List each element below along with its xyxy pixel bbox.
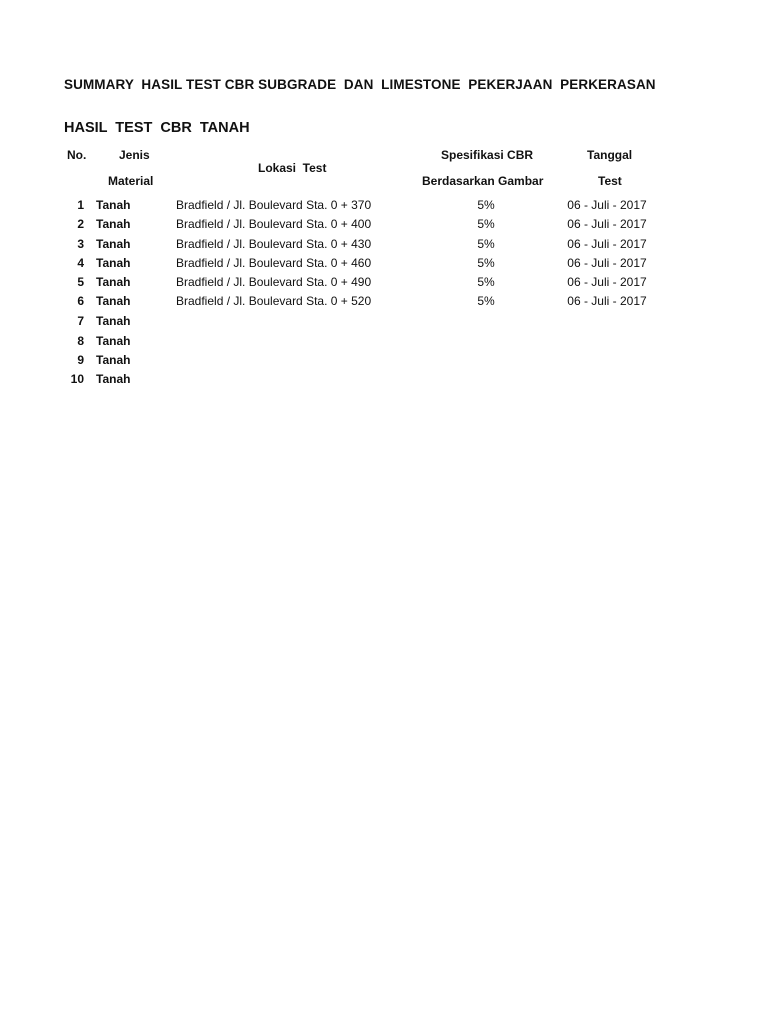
header-material: Material bbox=[108, 174, 154, 188]
row-date: 06 - Juli - 2017 bbox=[567, 275, 647, 289]
row-date: 06 - Juli - 2017 bbox=[567, 294, 647, 308]
row-material: Tanah bbox=[96, 314, 131, 328]
header-berdasarkan: Berdasarkan Gambar bbox=[422, 174, 544, 188]
row-location: Bradfield / Jl. Boulevard Sta. 0 + 370 bbox=[176, 198, 372, 212]
row-number: 1 bbox=[77, 198, 84, 212]
row-location: Bradfield / Jl. Boulevard Sta. 0 + 490 bbox=[176, 275, 372, 289]
row-number: 8 bbox=[77, 334, 84, 348]
row-location: Bradfield / Jl. Boulevard Sta. 0 + 400 bbox=[176, 217, 372, 231]
row-location: Bradfield / Jl. Boulevard Sta. 0 + 430 bbox=[176, 237, 372, 251]
row-material: Tanah bbox=[96, 294, 131, 308]
header-lokasi: Lokasi Test bbox=[258, 161, 327, 175]
row-material: Tanah bbox=[96, 198, 131, 212]
row-spec: 5% bbox=[477, 294, 495, 308]
row-spec: 5% bbox=[477, 237, 495, 251]
row-number: 10 bbox=[70, 372, 84, 386]
header-spesifikasi: Spesifikasi CBR bbox=[441, 148, 534, 162]
row-material: Tanah bbox=[96, 353, 131, 367]
header-jenis: Jenis bbox=[119, 148, 150, 162]
row-date: 06 - Juli - 2017 bbox=[567, 217, 647, 231]
row-spec: 5% bbox=[477, 198, 495, 212]
row-spec: 5% bbox=[477, 217, 495, 231]
row-date: 06 - Juli - 2017 bbox=[567, 256, 647, 270]
header-test: Test bbox=[598, 174, 622, 188]
row-material: Tanah bbox=[96, 275, 131, 289]
row-date: 06 - Juli - 2017 bbox=[567, 198, 647, 212]
row-material: Tanah bbox=[96, 217, 131, 231]
row-date: 06 - Juli - 2017 bbox=[567, 237, 647, 251]
section-title: HASIL TEST CBR TANAH bbox=[64, 120, 250, 136]
row-spec: 5% bbox=[477, 256, 495, 270]
row-number: 9 bbox=[77, 353, 84, 367]
row-number: 2 bbox=[77, 217, 84, 231]
row-location: Bradfield / Jl. Boulevard Sta. 0 + 520 bbox=[176, 294, 372, 308]
row-number: 3 bbox=[77, 237, 84, 251]
row-material: Tanah bbox=[96, 334, 131, 348]
row-material: Tanah bbox=[96, 372, 131, 386]
row-number: 5 bbox=[77, 275, 84, 289]
row-number: 4 bbox=[77, 256, 84, 270]
row-material: Tanah bbox=[96, 237, 131, 251]
row-material: Tanah bbox=[96, 256, 131, 270]
row-spec: 5% bbox=[477, 275, 495, 289]
row-location: Bradfield / Jl. Boulevard Sta. 0 + 460 bbox=[176, 256, 372, 270]
row-number: 7 bbox=[77, 314, 84, 328]
document-title: SUMMARY HASIL TEST CBR SUBGRADE DAN LIMESTONE PEKERJAAN PERKERASAN bbox=[64, 77, 656, 92]
row-number: 6 bbox=[77, 294, 84, 308]
header-tanggal: Tanggal bbox=[587, 148, 633, 162]
header-no: No. bbox=[67, 148, 87, 162]
